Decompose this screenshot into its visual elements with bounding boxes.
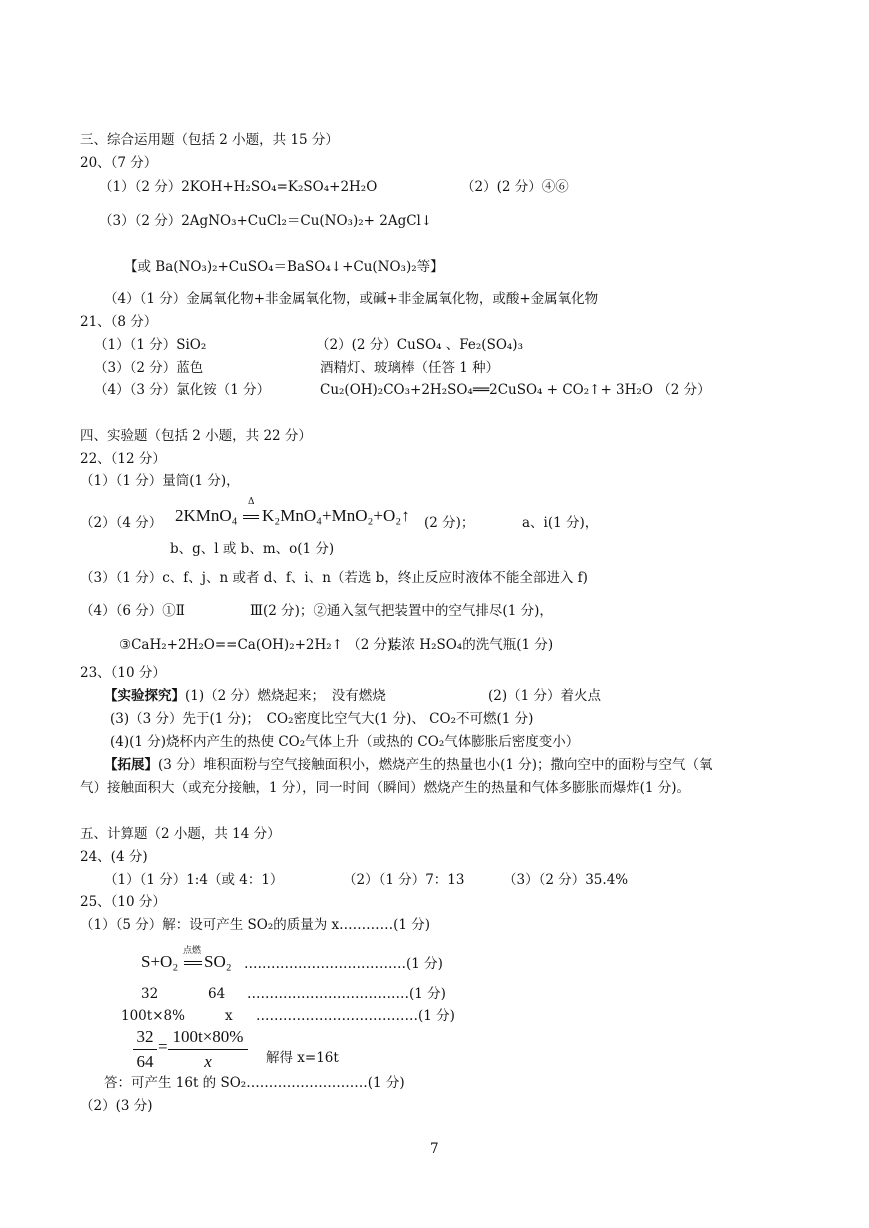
sulfur-equation-left: S+O₂ — [141, 952, 179, 971]
solve-text: 解得 x=16t — [266, 1050, 339, 1066]
q22-line-6b: 装浓 H₂SO₄的洗气瓶(1 分) — [388, 637, 554, 653]
q21-line-3b: Cu₂(OH)₂CO₃+2H₂SO₄══2CuSO₄ + CO₂↑+ 3H₂O （2 分） — [320, 382, 711, 398]
fraction-equals: = — [158, 1037, 168, 1056]
q23-line-1-text: (1)（2 分）燃烧起来； 没有燃烧 — [185, 688, 386, 704]
section-4-heading: 四、实验题（包括 2 小题，共 22 分） — [80, 428, 312, 444]
extension-tag: 【拓展】 — [104, 757, 158, 773]
q22-line-2c: a、i(1 分)， — [522, 515, 599, 531]
fraction-right — [168, 1027, 248, 1072]
q22-line-1: （1）（1 分）量筒(1 分)， — [80, 473, 240, 489]
section-3-heading: 三、综合运用题（包括 2 小题，共 15 分） — [80, 132, 339, 148]
q24-line-1b: （2）（1 分）7：13 — [343, 872, 465, 888]
q21-line-1b: （2）(2 分）CuSO₄ 、Fe₂(SO₄)₃ — [316, 337, 523, 353]
q23-title: 23、（10 分） — [80, 665, 166, 681]
fraction-bar — [133, 1049, 157, 1050]
kmno4-equation-left: 2KMnO₄ — [175, 506, 238, 525]
q20-line-4: （4）（1 分）金属氧化物+非金属氧化物，或碱+非金属氧化物，或酸+金属氧化物 — [104, 291, 599, 307]
q23-line-1b: (2)（1 分）着火点 — [488, 688, 602, 704]
q23-line-5: 气）接触面积大（或充分接触，1 分），同一时间（瞬间）燃烧产生的热量和气体多膨胀而爆炸(1 分)。 — [80, 780, 691, 796]
q23-line-2: (3)（3 分）先于(1 分)； CO₂密度比空气大(1 分)、 CO₂不可燃(1 分) — [110, 711, 534, 727]
q24-line-1c: （3）（2 分）35.4% — [503, 872, 629, 888]
q23-line-3: (4)(1 分)烧杯内产生的热使 CO₂气体上升（或热的 CO₂气体膨胀后密度变小） — [110, 734, 580, 750]
q22-line-2a: （2）（4 分） — [80, 515, 163, 531]
q22-line-2b: (2 分)； — [424, 515, 475, 531]
q21-line-2a: （3）（2 分）蓝色 — [94, 360, 204, 376]
fraction-left-numerator: 32 — [136, 1027, 154, 1046]
ratio-row-2b: x — [225, 1008, 233, 1024]
q21-line-2b: 酒精灯、玻璃棒（任答 1 种） — [320, 360, 500, 376]
q20-line-3: 【或 Ba(NO₃)₂+CuSO₄＝BaSO₄↓+Cu(NO₃)₂等】 — [124, 259, 444, 275]
fraction-left — [133, 1027, 157, 1072]
q20-line-2: （3）（2 分）2AgNO₃+CuCl₂＝Cu(NO₃)₂+ 2AgCl↓ — [99, 213, 433, 229]
section-5-heading: 五、计算题（2 小题，共 14 分） — [80, 826, 281, 842]
q21-title: 21、（8 分） — [80, 314, 158, 330]
fraction-bar — [168, 1049, 248, 1050]
fraction-left-denominator: 64 — [136, 1052, 154, 1071]
q22-line-5b: Ⅲ(2 分)；②通入氢气把装置中的空气排尽(1 分)， — [250, 603, 553, 619]
q22-line-3: b、g、l 或 b、m、o(1 分) — [170, 541, 335, 557]
ratio-row-1b: 64 — [208, 986, 226, 1002]
q24-title: 24、(4 分) — [80, 849, 148, 865]
answer-line: 答：可产生 16t 的 SO₂………………………(1 分) — [104, 1075, 405, 1091]
q23-line-4-text: (3 分）堆积面粉与空气接触面积小，燃烧产生的热量也小(1 分)；撒向空中的面粉与空气（氧 — [158, 757, 713, 773]
fraction-right-numerator: 100t×80% — [172, 1027, 244, 1046]
ratio-row-1a: 32 — [141, 986, 159, 1002]
q22-line-4: （3）（1 分）c、f、j、n 或者 d、f、i、n（若选 b，终止反应时液体不能全部进入 f) — [80, 570, 588, 586]
kmno4-equation-right: K₂MnO₄+MnO₂+O₂↑ — [262, 506, 410, 525]
q20-line-1: （1）（2 分）2KOH+H₂SO₄=K₂SO₄+2H₂O — [99, 179, 378, 195]
ratio-row-2-mark: ………………………………(1 分) — [256, 1008, 455, 1024]
q20-title: 20、（7 分） — [80, 155, 158, 171]
ratio-row-2a: 100t×8% — [121, 1008, 185, 1024]
q24-line-1a: （1）（1 分）1:4（或 4：1） — [104, 872, 284, 888]
q25-title: 25、（10 分） — [80, 894, 166, 910]
heating-condition: Δ — [248, 497, 255, 507]
page-number: 7 — [430, 1141, 439, 1157]
fraction-right-denominator: x — [204, 1052, 212, 1071]
sulfur-equation-right: SO₂ — [204, 952, 232, 971]
q23-line-1 — [104, 687, 386, 705]
q20-line-1b: （2）(2 分）④⑥ — [461, 179, 569, 195]
q25-line-2: （2）(3 分) — [80, 1098, 153, 1114]
q22-title: 22、（12 分） — [80, 451, 166, 467]
equation-mark: ………………………………(1 分) — [244, 956, 443, 972]
q21-line-1a: （1）（1 分）SiO₂ — [94, 337, 207, 353]
q25-line-1: （1）（5 分）解：设可产生 SO₂的质量为 x…………(1 分) — [80, 917, 431, 933]
q22-line-5a: （4）（6 分）①Ⅱ — [80, 603, 185, 619]
q22-line-6a: ③CaH₂+2H₂O==Ca(OH)₂+2H₂↑ （2 分)； — [119, 637, 406, 653]
q21-line-3a: （4）（3 分）氯化铵（1 分） — [94, 382, 271, 398]
experiment-tag: 【实验探究】 — [104, 688, 185, 704]
ignition-condition: 点燃 — [183, 946, 202, 956]
ratio-row-1-mark: ………………………………(1 分) — [247, 986, 446, 1002]
q23-line-4 — [104, 756, 713, 774]
